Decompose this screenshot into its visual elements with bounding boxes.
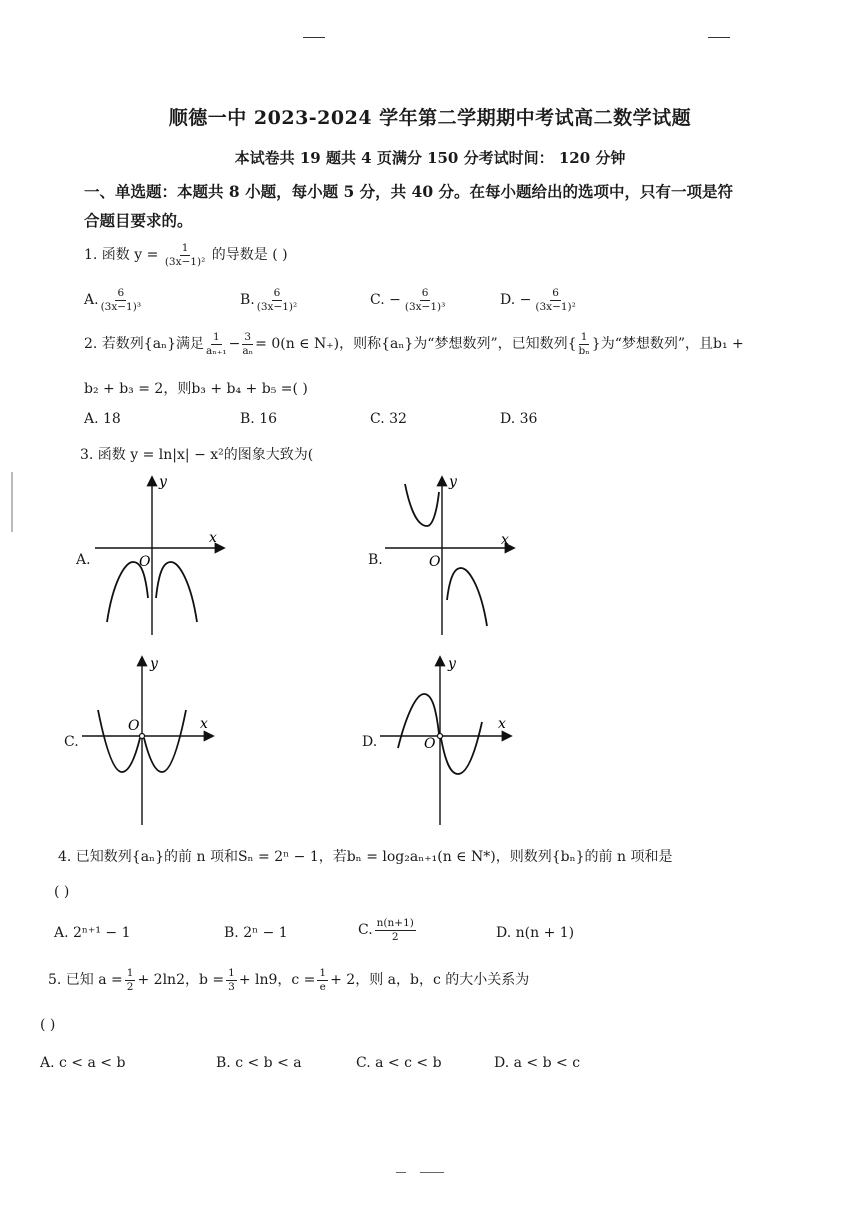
page-title: 顺德一中 2023-2024 学年第二学期期中考试高二数学试题 [168,107,692,129]
q5-option-b: B. c < b < a [216,1055,302,1071]
graph-b [385,470,525,640]
q1-option-d: D. − $\frac{6}{\text{(3x−1)²}}$ [500,287,576,313]
exam-info: 本试卷共 19 题共 4 页满分 150 分考试时间： 120 分钟 [234,149,626,167]
graph-c [80,650,230,830]
graph-c-x-label: x [200,716,208,732]
graph-a-right-curve [156,562,197,622]
q4-option-b: B. 2ⁿ − 1 [224,925,288,941]
q5-option-c: C. a < c < b [356,1055,442,1071]
graph-d-x-label: x [498,716,506,732]
graph-b-lower-curve [447,568,487,626]
q2-option-c: C. 32 [370,411,407,427]
q2-option-b: B. 16 [240,411,278,427]
graph-b-upper-curve [405,484,439,526]
section-heading-line1: 一、单选题：本题共 8 小题，每小题 5 分，共 40 分。在每小题给出的选项中，只有一项是符 [84,182,734,201]
question-5-paren: ( ) [40,1017,56,1033]
q4-option-c: C. $\frac{n(n+1)}{2}$ [358,917,414,943]
question-5: 5. 已知 a = $\frac{1}{2}$ + 2ln2，b = $\frac{1}{3}$ + ln9，c = $\frac{1}{e}$ + 2，则 a，b，c 的大小关系为 [48,967,530,993]
q1-option-b: B. $\frac{6}{\text{(3x−1)²}}$ [240,287,298,313]
graph-b-origin: O [429,554,441,570]
graph-b-x-label: x [501,532,509,548]
graph-a [95,470,235,640]
question-4-paren: ( ) [54,884,70,900]
scan-edge-mark [11,472,13,532]
graph-c-y-label: y [150,656,158,672]
graph-c-right-curve [144,710,186,772]
graph-a-origin: O [139,554,151,570]
graph-a-x-label: x [209,530,217,546]
graph-c-origin: O [128,718,140,734]
q1-option-c: C. − $\frac{6}{\text{(3x−1)³}}$ [370,287,446,313]
question-4: 4. 已知数列{aₙ}的前 n 项和Sₙ = 2ⁿ − 1，若bₙ = log₂aₙ₊₁(n ∈ N*)，则数列{bₙ}的前 n 项和是 [58,849,673,865]
q5-option-a: A. c < a < b [40,1055,126,1071]
graph-a-label: A. [76,552,91,568]
graph-a-y-label: y [159,474,167,490]
section-heading-line2: 合题目要求的。 [84,211,193,230]
graph-c-label: C. [64,734,79,750]
q2-option-d: D. 36 [500,411,538,427]
graph-d-y-label: y [448,656,456,672]
graph-b-label: B. [368,552,383,568]
graph-d [378,650,528,830]
graph-d-right-curve [441,722,482,774]
q2-option-a: A. 18 [84,411,121,427]
q1-option-a: A. $\frac{6}{\text{(3x−1)³}}$ [84,287,142,313]
q4-option-d: D. n(n + 1) [496,925,575,941]
graph-a-left-curve [107,562,148,622]
q4-option-a: A. 2ⁿ⁺¹ − 1 [54,925,131,941]
question-3: 3. 函数 y = ln|x| − x²的图象大致为( [80,447,314,463]
graph-d-label: D. [362,734,378,750]
question-2: 2. 若数列{aₙ}满足 $\frac{1}{\text{aₙ₊₁}}$ − $\frac{3}{\text{aₙ}}$ = 0(n ∈ N₊)，则称{aₙ}为“梦想数列”，已知数列{ $\frac{1}{\text{bₙ}}$ }为“梦想数列”，且b₁ + [84,331,744,357]
q5-option-d: D. a < b < c [494,1055,581,1071]
question-2-line2: b₂ + b₃ = 2，则b₃ + b₄ + b₅ =( ) [84,381,308,397]
question-1: 1. 函数 y = $\frac{1}{\text{(3x−1)²}}$ 的导数是 ( ) [84,242,288,268]
graph-b-y-label: y [449,474,457,490]
graph-d-origin: O [424,736,436,752]
